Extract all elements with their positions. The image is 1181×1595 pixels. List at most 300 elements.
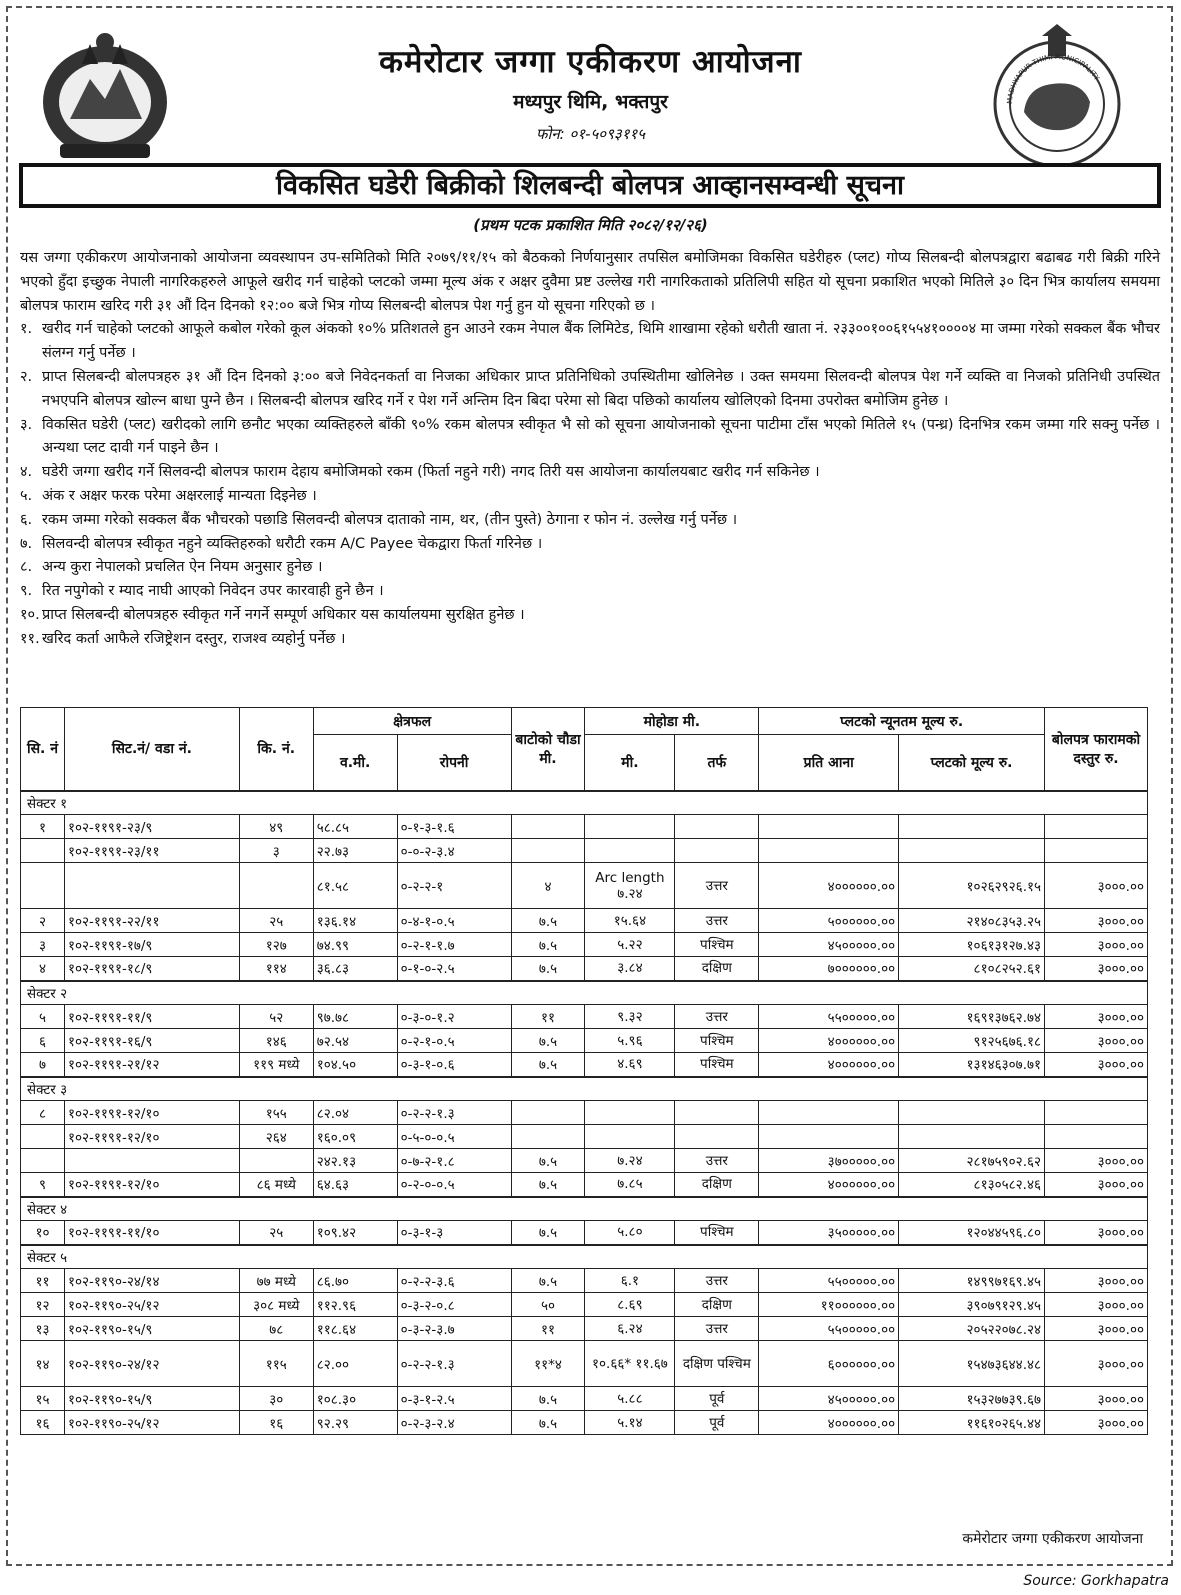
source-credit: Source: Gorkhapatra bbox=[1023, 1573, 1169, 1589]
cell-price-per-aana: ४५०००००.०० bbox=[759, 933, 899, 957]
cell-frontage-m: ५.८८ bbox=[585, 1387, 675, 1411]
cell-price-per-aana: ४००००००.०० bbox=[759, 1029, 899, 1053]
cell-frontage-side: दक्षिण पश्चिम bbox=[675, 1341, 759, 1387]
cell-area-ropani: ०-२-१-०.५ bbox=[397, 1029, 511, 1053]
cell-area-ropani: ०-२-२-१.३ bbox=[397, 1101, 511, 1125]
sector-row bbox=[21, 1077, 1148, 1101]
cell-area-ropani: ०-२-०-०.५ bbox=[397, 1173, 511, 1197]
cell-area-sqm: ८२.०० bbox=[313, 1341, 397, 1387]
conditions-list bbox=[20, 318, 1160, 651]
cell-sn: ११ bbox=[21, 1269, 65, 1293]
cell-area-sqm: १३६.१४ bbox=[313, 909, 397, 933]
cell-sheet-ward: १०२-११९०-२५/१२ bbox=[64, 1411, 239, 1435]
condition-item bbox=[20, 414, 1160, 462]
cell-road-width: ११ bbox=[511, 1317, 585, 1341]
cell-plot-price: १०६१३१२७.४३ bbox=[899, 933, 1045, 957]
cell-plot-price: ८१०८२५२.६१ bbox=[899, 957, 1045, 981]
phone-number: फोन: ०१-५०९३११५ bbox=[535, 125, 646, 143]
cell-price-per-aana: ४००००००.०० bbox=[759, 1053, 899, 1077]
cell-kitta: २६४ bbox=[239, 1125, 313, 1149]
cell-plot-price bbox=[899, 839, 1045, 863]
cell-kitta bbox=[239, 1149, 313, 1173]
cell-area-ropani: ०-३-२-३.७ bbox=[397, 1317, 511, 1341]
table-row bbox=[21, 909, 1148, 933]
cell-form-fee: ३०००.०० bbox=[1045, 863, 1148, 909]
cell-form-fee: ३०००.०० bbox=[1045, 1005, 1148, 1029]
cell-area-sqm: ८२.०४ bbox=[313, 1101, 397, 1125]
table-row bbox=[21, 1269, 1148, 1293]
cell-plot-price: २१४०८३५३.२५ bbox=[899, 909, 1045, 933]
cell-area-sqm: ११८.६४ bbox=[313, 1317, 397, 1341]
header-plot-price: प्लटको मूल्य रु. bbox=[899, 735, 1045, 791]
header-frontage-side: तर्फ bbox=[675, 735, 759, 791]
cell-sn: १५ bbox=[21, 1387, 65, 1411]
cell-sheet-ward: १०२-११९१-११/९ bbox=[64, 1005, 239, 1029]
cell-plot-price bbox=[899, 1101, 1045, 1125]
condition-number: ८. bbox=[20, 559, 33, 576]
cell-road-width: ७.५ bbox=[511, 1411, 585, 1435]
table-row bbox=[21, 1317, 1148, 1341]
cell-area-sqm: १६०.०९ bbox=[313, 1125, 397, 1149]
cell-frontage-m: ५.२२ bbox=[585, 933, 675, 957]
cell-sheet-ward: १०२-११९१-२२/११ bbox=[64, 909, 239, 933]
table-row bbox=[21, 1149, 1148, 1173]
cell-sn: ८ bbox=[21, 1101, 65, 1125]
cell-road-width: ७.५ bbox=[511, 1387, 585, 1411]
cell-area-sqm: ८१.५८ bbox=[313, 863, 397, 909]
cell-kitta: १६ bbox=[239, 1411, 313, 1435]
cell-price-per-aana: ३५०००००.०० bbox=[759, 1221, 899, 1245]
cell-plot-price: ११६१०२६५.४४ bbox=[899, 1411, 1045, 1435]
cell-kitta: १५५ bbox=[239, 1101, 313, 1125]
organization-address: मध्यपुर थिमि, भक्तपुर bbox=[513, 91, 668, 113]
cell-area-ropani: ०-३-१-२.५ bbox=[397, 1387, 511, 1411]
cell-area-sqm: ९७.७८ bbox=[313, 1005, 397, 1029]
cell-price-per-aana: ७००००००.०० bbox=[759, 957, 899, 981]
cell-area-sqm: ९२.२९ bbox=[313, 1411, 397, 1435]
cell-frontage-m: Arc length ७.२४ bbox=[585, 863, 675, 909]
cell-frontage-m: ९.३२ bbox=[585, 1005, 675, 1029]
cell-form-fee bbox=[1045, 815, 1148, 839]
cell-area-ropani: ०-३-२-०.८ bbox=[397, 1293, 511, 1317]
plot-table bbox=[20, 707, 1148, 1435]
intro-paragraph: यस जग्गा एकीकरण आयोजनाको आयोजना व्यवस्थापन उप-समितिको मिति २०७९/११/१५ को बैठकको निर्णयानुसार तपसिल बमोजिमका विकसित घडेरीहरु (प्लट) गोप्य सिलबन्दी बोलपत्रद्वारा बढाबढ गरी बिक्री गरिने भएको हुँदा इच्छुक नेपाली नागरिकहरुले आफूले खरीद गर्न चाहेको प्लटको जम्मा मूल्य अंक र अक्षर दुवैमा प्रष्ट उल्लेख गरी नागरिकताको प्रतिलिपी सहित यो सूचना प्रकाशित भएको मितिले ३० दिन भित्र कार्यालय समयमा बोलपत्र फाराम खरिद गरी ३१ औं दिन दिनको १२:०० बजे भित्र गोप्य सिलबन्दी बोलपत्र पेश गर्नु हुन यो सूचना गरिएको छ । bbox=[20, 250, 1160, 314]
cell-sn: ९ bbox=[21, 1173, 65, 1197]
condition-text: खरीद गर्न चाहेको प्लटको आफूले कबोल गरेको कूल अंकको १०% प्रतिशतले हुन आउने रकम नेपाल बैंक लिमिटेड, थिमि शाखामा रहेको धरौती खाता नं. २३३००१००६१५५४१००००४ मा जम्मा गरेको सक्कल बैंक भौचर संलग्न गर्नु पर्नेछ । bbox=[42, 321, 1160, 362]
municipality-seal-icon bbox=[982, 22, 1132, 172]
cell-sheet-ward: १०२-११९१-११/१० bbox=[64, 1221, 239, 1245]
cell-price-per-aana: ४००००००.०० bbox=[759, 863, 899, 909]
table-row bbox=[21, 1005, 1148, 1029]
cell-plot-price bbox=[899, 815, 1045, 839]
cell-sn bbox=[21, 863, 65, 909]
cell-road-width: ७.५ bbox=[511, 1173, 585, 1197]
cell-sn: ४ bbox=[21, 957, 65, 981]
condition-number: १०. bbox=[20, 606, 40, 623]
cell-area-ropani: ०-४-१-०.५ bbox=[397, 909, 511, 933]
cell-form-fee bbox=[1045, 1101, 1148, 1125]
cell-price-per-aana: ११००००००.०० bbox=[759, 1293, 899, 1317]
cell-frontage-m: ६.२४ bbox=[585, 1317, 675, 1341]
cell-sheet-ward bbox=[64, 863, 239, 909]
condition-text: अन्य कुरा नेपालको प्रचलित ऐन नियम अनुसार हुनेछ । bbox=[42, 559, 323, 576]
sector-row bbox=[21, 791, 1148, 815]
condition-number: १. bbox=[20, 321, 33, 338]
condition-text: अंक र अक्षर फरक परेमा अक्षरलाई मान्यता दिइनेछ । bbox=[42, 487, 317, 504]
cell-area-sqm: ५८.८५ bbox=[313, 815, 397, 839]
cell-frontage-side: पश्चिम bbox=[675, 933, 759, 957]
header-frontage-m: मी. bbox=[585, 735, 675, 791]
organization-name: कमेरोटार जग्गा एकीकरण आयोजना bbox=[379, 44, 802, 80]
condition-number: ३. bbox=[20, 416, 33, 433]
cell-form-fee: ३०००.०० bbox=[1045, 1029, 1148, 1053]
cell-price-per-aana bbox=[759, 815, 899, 839]
condition-number: ९. bbox=[20, 583, 33, 600]
cell-price-per-aana: ५५०००००.०० bbox=[759, 1269, 899, 1293]
condition-text: प्राप्त सिलबन्दी बोलपत्रहरु स्वीकृत गर्ने नगर्ने सम्पूर्ण अधिकार यस कार्यालयमा सुरक्षित हुनेछ । bbox=[42, 606, 525, 623]
cell-frontage-side: दक्षिण bbox=[675, 1293, 759, 1317]
cell-plot-price: १३१४६३०७.७१ bbox=[899, 1053, 1045, 1077]
cell-sheet-ward: १०२-११९१-२१/१२ bbox=[64, 1053, 239, 1077]
cell-plot-price: १२०४४५९६.८० bbox=[899, 1221, 1045, 1245]
cell-kitta: ११९ मध्ये bbox=[239, 1053, 313, 1077]
cell-sn: १२ bbox=[21, 1293, 65, 1317]
cell-form-fee: ३०००.०० bbox=[1045, 1293, 1148, 1317]
cell-frontage-m: ४.६९ bbox=[585, 1053, 675, 1077]
cell-price-per-aana: ३७०००००.०० bbox=[759, 1149, 899, 1173]
cell-frontage-side bbox=[675, 839, 759, 863]
cell-plot-price: १०२६२९२६.१५ bbox=[899, 863, 1045, 909]
cell-sheet-ward: १०२-११९१-१८/९ bbox=[64, 957, 239, 981]
cell-area-ropani: ०-१-०-२.५ bbox=[397, 957, 511, 981]
cell-price-per-aana bbox=[759, 1125, 899, 1149]
cell-area-sqm: ७२.५४ bbox=[313, 1029, 397, 1053]
cell-kitta: ५२ bbox=[239, 1005, 313, 1029]
table-row bbox=[21, 815, 1148, 839]
condition-number: २. bbox=[20, 368, 33, 385]
cell-price-per-aana: ५००००००.०० bbox=[759, 909, 899, 933]
cell-kitta: ४९ bbox=[239, 815, 313, 839]
cell-kitta: १२७ bbox=[239, 933, 313, 957]
cell-frontage-side: पूर्व bbox=[675, 1411, 759, 1435]
cell-frontage-m bbox=[585, 1125, 675, 1149]
cell-road-width: ७.५ bbox=[511, 1149, 585, 1173]
cell-sn: ७ bbox=[21, 1053, 65, 1077]
sector-row bbox=[21, 981, 1148, 1005]
table-row bbox=[21, 1341, 1148, 1387]
condition-item bbox=[20, 604, 1160, 628]
sector-label: सेक्टर २ bbox=[21, 981, 1148, 1005]
condition-text: रित नपुगेको र म्याद नाघी आएको निवेदन उपर कारवाही हुने छैन । bbox=[42, 583, 384, 600]
cell-frontage-side: उत्तर bbox=[675, 1149, 759, 1173]
condition-text: सिलवन्दी बोलपत्र स्वीकृत नहुने व्यक्तिहरुको धरौटी रकम A/C Payee चेकद्वारा फिर्ता गरिनेछ । bbox=[42, 535, 543, 552]
cell-frontage-m: ५.९६ bbox=[585, 1029, 675, 1053]
sector-row bbox=[21, 1197, 1148, 1221]
cell-price-per-aana: ४५०००००.०० bbox=[759, 1387, 899, 1411]
cell-area-sqm: १०४.५० bbox=[313, 1053, 397, 1077]
cell-frontage-m: १५.६४ bbox=[585, 909, 675, 933]
cell-plot-price: १४९९७१६९.४५ bbox=[899, 1269, 1045, 1293]
cell-frontage-side: पश्चिम bbox=[675, 1053, 759, 1077]
sector-label: सेक्टर ४ bbox=[21, 1197, 1148, 1221]
table-row bbox=[21, 933, 1148, 957]
condition-number: ४. bbox=[20, 464, 33, 481]
cell-plot-price: २८१७५९०२.६२ bbox=[899, 1149, 1045, 1173]
cell-frontage-side bbox=[675, 1125, 759, 1149]
cell-frontage-m: १०.६६* ११.६७ bbox=[585, 1341, 675, 1387]
sector-label: सेक्टर ५ bbox=[21, 1245, 1148, 1269]
cell-sheet-ward: १०२-११९१-१२/१० bbox=[64, 1173, 239, 1197]
table-row bbox=[21, 1125, 1148, 1149]
cell-kitta: १४६ bbox=[239, 1029, 313, 1053]
cell-frontage-side: दक्षिण bbox=[675, 1173, 759, 1197]
cell-sn bbox=[21, 1125, 65, 1149]
cell-kitta bbox=[239, 863, 313, 909]
cell-frontage-side bbox=[675, 1101, 759, 1125]
cell-form-fee: ३०००.०० bbox=[1045, 1269, 1148, 1293]
cell-form-fee: ३०००.०० bbox=[1045, 1173, 1148, 1197]
condition-number: ५. bbox=[20, 487, 33, 504]
cell-sheet-ward: १०२-११९१-१२/१० bbox=[64, 1125, 239, 1149]
cell-area-ropani: ०-२-२-३.६ bbox=[397, 1269, 511, 1293]
cell-plot-price: १६९१३७६२.७४ bbox=[899, 1005, 1045, 1029]
header-area-ropani: रोपनी bbox=[397, 735, 511, 791]
condition-item bbox=[20, 461, 1160, 485]
cell-frontage-side: दक्षिण bbox=[675, 957, 759, 981]
cell-frontage-side: उत्तर bbox=[675, 1269, 759, 1293]
cell-sheet-ward: १०२-११९१-२३/९ bbox=[64, 815, 239, 839]
cell-plot-price: १५४७३६४४.४८ bbox=[899, 1341, 1045, 1387]
notice-body bbox=[20, 247, 1160, 652]
sector-label: सेक्टर १ bbox=[21, 791, 1148, 815]
cell-road-width: ७.५ bbox=[511, 1053, 585, 1077]
cell-sheet-ward: १०२-११९०-२५/१२ bbox=[64, 1293, 239, 1317]
cell-frontage-m bbox=[585, 1101, 675, 1125]
cell-road-width bbox=[511, 815, 585, 839]
cell-form-fee bbox=[1045, 1125, 1148, 1149]
cell-road-width: ७.५ bbox=[511, 1221, 585, 1245]
cell-road-width: ७.५ bbox=[511, 909, 585, 933]
cell-form-fee: ३०००.०० bbox=[1045, 933, 1148, 957]
cell-frontage-side: उत्तर bbox=[675, 1317, 759, 1341]
cell-frontage-m: ५.१४ bbox=[585, 1411, 675, 1435]
condition-number: ६. bbox=[20, 511, 33, 528]
cell-kitta: ११४ bbox=[239, 957, 313, 981]
table-row bbox=[21, 863, 1148, 909]
cell-area-ropani: ०-२-२-१ bbox=[397, 863, 511, 909]
cell-frontage-side: पश्चिम bbox=[675, 1221, 759, 1245]
cell-road-width: ७.५ bbox=[511, 933, 585, 957]
condition-item bbox=[20, 533, 1160, 557]
cell-road-width bbox=[511, 1101, 585, 1125]
cell-frontage-m: ७.८५ bbox=[585, 1173, 675, 1197]
condition-text: खरिद कर्ता आफैले रजिष्ट्रेशन दस्तुर, राजश्व व्यहोर्नु पर्नेछ । bbox=[42, 630, 346, 647]
cell-road-width: ११*४ bbox=[511, 1341, 585, 1387]
cell-area-sqm: ६४.६३ bbox=[313, 1173, 397, 1197]
cell-sheet-ward bbox=[64, 1149, 239, 1173]
cell-road-width bbox=[511, 839, 585, 863]
cell-sheet-ward: १०२-११९०-२४/१४ bbox=[64, 1269, 239, 1293]
cell-sn: १० bbox=[21, 1221, 65, 1245]
table-row bbox=[21, 1221, 1148, 1245]
cell-price-per-aana: ५५०००००.०० bbox=[759, 1005, 899, 1029]
cell-frontage-side: उत्तर bbox=[675, 863, 759, 909]
publication-date: (प्रथम पटक प्रकाशित मिति २०८२/१२/२६) bbox=[473, 216, 708, 234]
cell-sheet-ward: १०२-११९१-१६/९ bbox=[64, 1029, 239, 1053]
cell-road-width: ५० bbox=[511, 1293, 585, 1317]
cell-kitta: ८६ मध्ये bbox=[239, 1173, 313, 1197]
cell-area-ropani: ०-२-३-२.४ bbox=[397, 1411, 511, 1435]
condition-text: घडेरी जग्गा खरीद गर्ने सिलवन्दी बोलपत्र फाराम देहाय बमोजिमको रकम (फिर्ता नहुने गरी) नगद तिरी यस आयोजना कार्यालयबाट खरीद गर्न सकिनेछ । bbox=[42, 464, 820, 481]
cell-plot-price bbox=[899, 1125, 1045, 1149]
cell-sn bbox=[21, 839, 65, 863]
cell-form-fee: ३०००.०० bbox=[1045, 1341, 1148, 1387]
cell-sn: ६ bbox=[21, 1029, 65, 1053]
condition-item bbox=[20, 628, 1160, 652]
notice-header bbox=[0, 0, 1181, 234]
cell-sn: १३ bbox=[21, 1317, 65, 1341]
cell-kitta: २५ bbox=[239, 1221, 313, 1245]
cell-kitta: ३ bbox=[239, 839, 313, 863]
header-frontage: मोहोडा मी. bbox=[585, 708, 759, 735]
cell-frontage-side: पूर्व bbox=[675, 1387, 759, 1411]
condition-number: ११. bbox=[20, 630, 40, 647]
footer-signature: कमेरोटार जग्गा एकीकरण आयोजना bbox=[962, 1531, 1143, 1547]
condition-text: रकम जम्मा गरेको सक्कल बैंक भौचरको पछाडि सिलवन्दी बोलपत्र दाताको नाम, थर, (तीन पुस्ते) ठेगाना र फोन नं. उल्लेख गर्नु पर्नेछ । bbox=[42, 511, 738, 528]
cell-frontage-m bbox=[585, 839, 675, 863]
cell-kitta: ७७ मध्ये bbox=[239, 1269, 313, 1293]
table-row bbox=[21, 1173, 1148, 1197]
cell-form-fee: ३०००.०० bbox=[1045, 909, 1148, 933]
header-price-per-aana: प्रति आना bbox=[759, 735, 899, 791]
cell-road-width: ७.५ bbox=[511, 1029, 585, 1053]
header-sn: सि. नं bbox=[21, 708, 65, 791]
cell-area-sqm: १०८.३० bbox=[313, 1387, 397, 1411]
cell-form-fee bbox=[1045, 839, 1148, 863]
cell-sn: १६ bbox=[21, 1411, 65, 1435]
condition-item bbox=[20, 366, 1160, 414]
cell-form-fee: ३०००.०० bbox=[1045, 957, 1148, 981]
condition-item bbox=[20, 485, 1160, 509]
cell-area-ropani: ०-२-२-१.३ bbox=[397, 1341, 511, 1387]
cell-frontage-m: ८.६९ bbox=[585, 1293, 675, 1317]
cell-frontage-m: ५.८० bbox=[585, 1221, 675, 1245]
table-row bbox=[21, 1029, 1148, 1053]
cell-price-per-aana bbox=[759, 839, 899, 863]
plot-table-body bbox=[21, 791, 1148, 1435]
cell-area-ropani: ०-३-०-१.२ bbox=[397, 1005, 511, 1029]
cell-road-width: ११ bbox=[511, 1005, 585, 1029]
cell-road-width bbox=[511, 1125, 585, 1149]
sector-label: सेक्टर ३ bbox=[21, 1077, 1148, 1101]
table-row bbox=[21, 1387, 1148, 1411]
cell-frontage-m: ३.८४ bbox=[585, 957, 675, 981]
cell-area-sqm: ११२.९६ bbox=[313, 1293, 397, 1317]
cell-road-width: ७.५ bbox=[511, 1269, 585, 1293]
cell-price-per-aana bbox=[759, 1101, 899, 1125]
cell-area-ropani: ०-७-२-१.८ bbox=[397, 1149, 511, 1173]
cell-area-sqm: २४२.१३ bbox=[313, 1149, 397, 1173]
cell-road-width: ४ bbox=[511, 863, 585, 909]
header-sheet-ward: सिट.नं/ वडा नं. bbox=[64, 708, 239, 791]
cell-kitta: ३० bbox=[239, 1387, 313, 1411]
sector-row bbox=[21, 1245, 1148, 1269]
cell-price-per-aana: ४००००००.०० bbox=[759, 1173, 899, 1197]
table-row bbox=[21, 1053, 1148, 1077]
cell-form-fee: ३०००.०० bbox=[1045, 1149, 1148, 1173]
cell-kitta: ३०८ मध्ये bbox=[239, 1293, 313, 1317]
cell-sheet-ward: १०२-११९१-१२/१० bbox=[64, 1101, 239, 1125]
cell-frontage-side: पश्चिम bbox=[675, 1029, 759, 1053]
condition-text: विकसित घडेरी (प्लट) खरीदको लागि छनौट भएका व्यक्तिहरुले बाँकी ९०% रकम बोलपत्र स्वीकृत भै सो को सूचना आयोजनाको सूचना पाटीमा टाँस भएको मितिले १५ (पन्ध्र) दिनभित्र रकम जम्मा गरि सक्नु पर्नेछ । अन्यथा प्लट दावी गर्न पाइने छैन । bbox=[42, 416, 1160, 457]
table-row bbox=[21, 957, 1148, 981]
cell-sn: १४ bbox=[21, 1341, 65, 1387]
cell-sheet-ward: १०२-११९१-२३/११ bbox=[64, 839, 239, 863]
condition-item bbox=[20, 509, 1160, 533]
cell-price-per-aana: ६००००००.०० bbox=[759, 1341, 899, 1387]
cell-kitta: ११५ bbox=[239, 1341, 313, 1387]
cell-area-ropani: ०-०-२-३.४ bbox=[397, 839, 511, 863]
cell-sn: १ bbox=[21, 815, 65, 839]
cell-sheet-ward: १०२-११९०-१५/९ bbox=[64, 1317, 239, 1341]
cell-frontage-m: ६.१ bbox=[585, 1269, 675, 1293]
cell-price-per-aana: ५५०००००.०० bbox=[759, 1317, 899, 1341]
cell-plot-price: २०५२२०७८.२४ bbox=[899, 1317, 1045, 1341]
header-area-sqm: व.मी. bbox=[313, 735, 397, 791]
header-area: क्षेत्रफल bbox=[313, 708, 511, 735]
cell-kitta: ७८ bbox=[239, 1317, 313, 1341]
cell-sn: ३ bbox=[21, 933, 65, 957]
cell-sheet-ward: १०२-११९०-१५/९ bbox=[64, 1387, 239, 1411]
cell-frontage-side: उत्तर bbox=[675, 1005, 759, 1029]
cell-area-sqm: ७४.९९ bbox=[313, 933, 397, 957]
condition-text: प्राप्त सिलबन्दी बोलपत्रहरु ३१ औं दिन दिनको ३:०० बजे निवेदनकर्ता वा निजका अधिकार प्राप्त प्रतिनिधिको उपस्थितीमा खोलिनेछ । उक्त समयमा सिलवन्दी बोलपत्र पेश गर्ने व्यक्ति वा निजको प्रतिनिधी उपस्थित नभएपनि बोलपत्र खोल्न बाधा पुग्ने छैन । सिलबन्दी बोलपत्र खरिद गर्ने र पेश गर्ने अन्तिम दिन बिदा परेमा सो बिदा पछिको कार्यालय खोलिएको दिनमा उपरोक्त बमोजिम हुनेछ । bbox=[42, 368, 1160, 409]
cell-area-sqm: ८६.७० bbox=[313, 1269, 397, 1293]
table-row bbox=[21, 1101, 1148, 1125]
cell-sn: २ bbox=[21, 909, 65, 933]
cell-area-sqm: ३६.८३ bbox=[313, 957, 397, 981]
table-row bbox=[21, 1293, 1148, 1317]
cell-form-fee: ३०००.०० bbox=[1045, 1387, 1148, 1411]
cell-area-sqm: १०९.४२ bbox=[313, 1221, 397, 1245]
cell-sn bbox=[21, 1149, 65, 1173]
cell-frontage-side bbox=[675, 815, 759, 839]
cell-area-ropani: ०-३-१-०.६ bbox=[397, 1053, 511, 1077]
cell-form-fee: ३०००.०० bbox=[1045, 1053, 1148, 1077]
cell-kitta: २५ bbox=[239, 909, 313, 933]
cell-price-per-aana: ४००००००.०० bbox=[759, 1411, 899, 1435]
cell-plot-price: ३९०७९१२९.४५ bbox=[899, 1293, 1045, 1317]
header-min-price: प्लटको न्यूनतम मूल्य रु. bbox=[759, 708, 1045, 735]
cell-road-width: ७.५ bbox=[511, 957, 585, 981]
cell-frontage-side: उत्तर bbox=[675, 909, 759, 933]
header-road-width: बाटोको चौडा मी. bbox=[511, 708, 585, 791]
table-row bbox=[21, 1411, 1148, 1435]
cell-plot-price: ८१३०५८२.४६ bbox=[899, 1173, 1045, 1197]
cell-area-ropani: ०-१-३-१.६ bbox=[397, 815, 511, 839]
seal-text: MADHYAPUR THIMI MUNICIPALITY bbox=[1005, 52, 1101, 105]
cell-sn: ५ bbox=[21, 1005, 65, 1029]
header-kitta: कि. नं. bbox=[239, 708, 313, 791]
condition-number: ७. bbox=[20, 535, 33, 552]
cell-area-ropani: ०-२-१-१.७ bbox=[397, 933, 511, 957]
cell-form-fee: ३०००.०० bbox=[1045, 1411, 1148, 1435]
header-form-fee: बोलपत्र फारामको दस्तुर रु. bbox=[1045, 708, 1148, 791]
condition-item bbox=[20, 318, 1160, 366]
cell-frontage-m bbox=[585, 815, 675, 839]
cell-sheet-ward: १०२-११९०-२४/१२ bbox=[64, 1341, 239, 1387]
cell-plot-price: १५३२७७३९.६७ bbox=[899, 1387, 1045, 1411]
